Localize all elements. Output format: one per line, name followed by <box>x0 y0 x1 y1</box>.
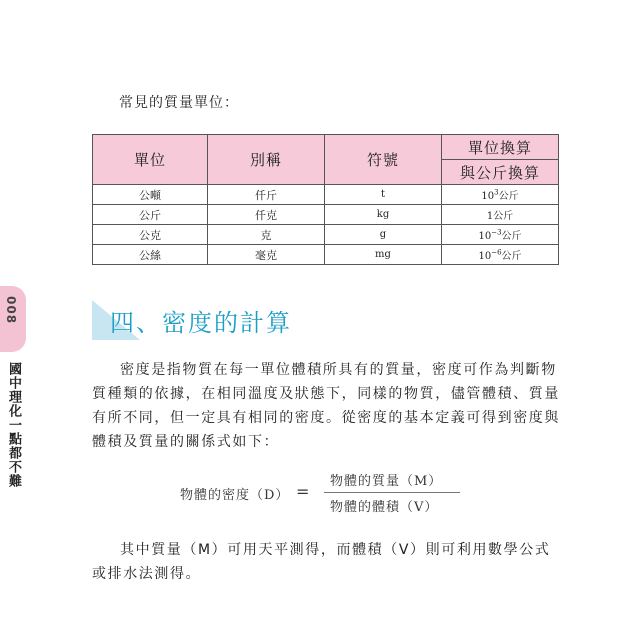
cell-symbol: kg <box>325 205 442 225</box>
intro-text: 常見的質量單位： <box>119 95 239 111</box>
table-row <box>93 245 559 265</box>
cell-alias: 仟克 <box>208 205 325 225</box>
header-unit: 單位 <box>93 135 208 185</box>
table-row <box>93 185 559 205</box>
header-alias: 別稱 <box>208 135 325 185</box>
cell-unit: 公克 <box>93 225 208 245</box>
header-conversion-bottom: 與公斤換算 <box>442 160 559 185</box>
fraction-bar <box>324 492 460 493</box>
cell-symbol: mg <box>325 245 442 265</box>
section-heading: 四、密度的計算 <box>110 309 292 337</box>
mass-units-table <box>92 134 559 265</box>
cell-alias: 毫克 <box>208 245 325 265</box>
cell-symbol: g <box>325 225 442 245</box>
cell-unit: 公絲 <box>93 245 208 265</box>
cell-unit: 公噸 <box>93 185 208 205</box>
cell-conversion: $10^{-3}$公斤 <box>442 225 559 245</box>
paragraph-density-definition: 密度是指物質在每一單位體積所具有的質量，密度可作為判斷物質種類的依據，在相同溫度及狀態下，同樣的物質，儘管體積、質量有所不同，但一定具有相同的密度。從密度的基本定義可得到密度與體積及質量的關係式如下： <box>92 362 560 450</box>
cell-conversion: $10^{-6}$公斤 <box>442 245 559 265</box>
table-row <box>93 205 559 225</box>
page-number: 008 <box>4 296 18 325</box>
cell-conversion: $10^3$公斤 <box>442 185 559 205</box>
formula-numerator: 物體的質量（M） <box>330 474 443 489</box>
formula-equals: = <box>296 482 310 501</box>
table-row <box>93 225 559 245</box>
book-title: 國中理化一點都不難 <box>6 362 21 488</box>
cell-conversion: 1公斤 <box>442 205 559 225</box>
cell-unit: 公斤 <box>93 205 208 225</box>
section-heading-block <box>92 300 312 340</box>
header-conversion-top: 單位換算 <box>442 135 559 160</box>
paragraph-measurement: 其中質量（M）可用天平測得，而體積（V）則可利用數學公式或排水法測得。 <box>92 542 551 582</box>
header-symbol: 符號 <box>325 135 442 185</box>
cell-alias: 克 <box>208 225 325 245</box>
cell-alias: 仟斤 <box>208 185 325 205</box>
formula-lhs: 物體的密度（D） <box>180 488 290 503</box>
cell-symbol: t <box>325 185 442 205</box>
formula-denominator: 物體的體積（V） <box>330 500 439 515</box>
